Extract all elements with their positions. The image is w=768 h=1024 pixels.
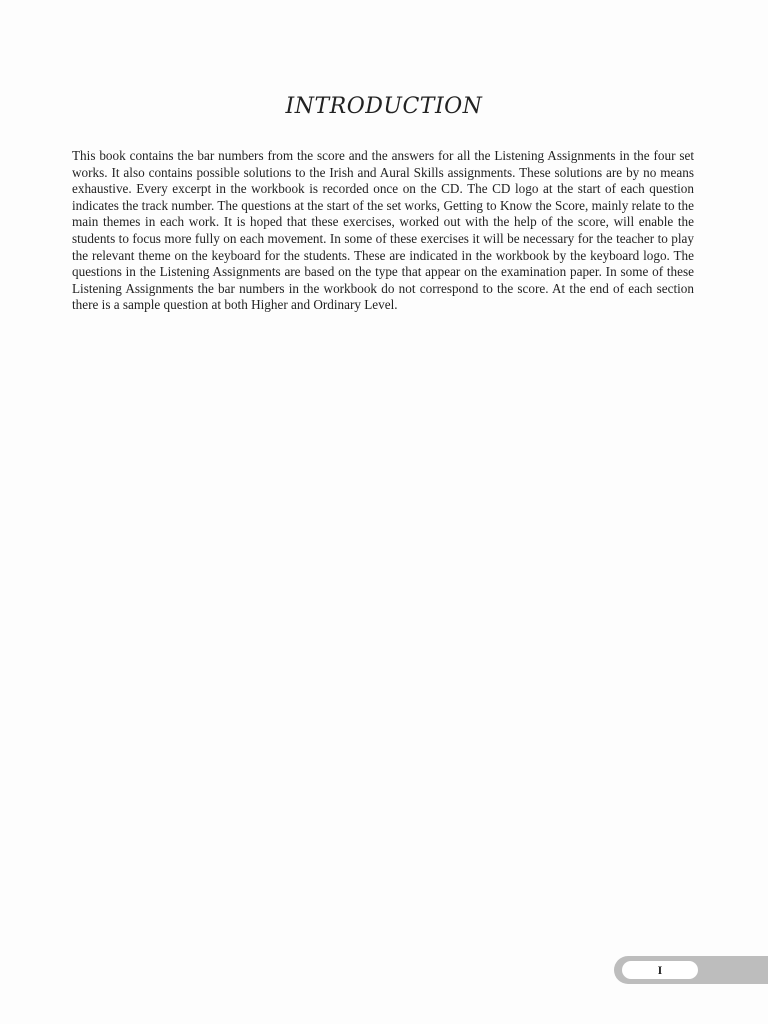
page-number-tab: [614, 956, 768, 984]
page-number: I: [622, 961, 698, 979]
intro-paragraph: This book contains the bar numbers from the score and the answers for all the Listening Assignments in the four set works. It also contains possible solutions to the Irish and Aural Skills assignments. These solutions are by no means exhaustive. Every excerpt in the workbook is recorded once on the CD. The CD logo at the start of each question indicates the track number. The questions at the start of the set works, Getting to Know the Score, mainly relate to the main themes in each work. It is hoped that these exercises, worked out with the help of the score, will enable the students to focus more fully on each movement. In some of these exercises it will be necessary for the teacher to play the relevant theme on the keyboard for the students. These are indicated in the workbook by the keyboard logo. The questions in the Listening Assignments are based on the type that appear on the examination paper. In some of these Listening Assignments the bar numbers in the workbook do not correspond to the score. At the end of each section there is a sample question at both Higher and Ordinary Level.: [72, 148, 694, 313]
page-title: INTRODUCTION: [285, 94, 483, 119]
